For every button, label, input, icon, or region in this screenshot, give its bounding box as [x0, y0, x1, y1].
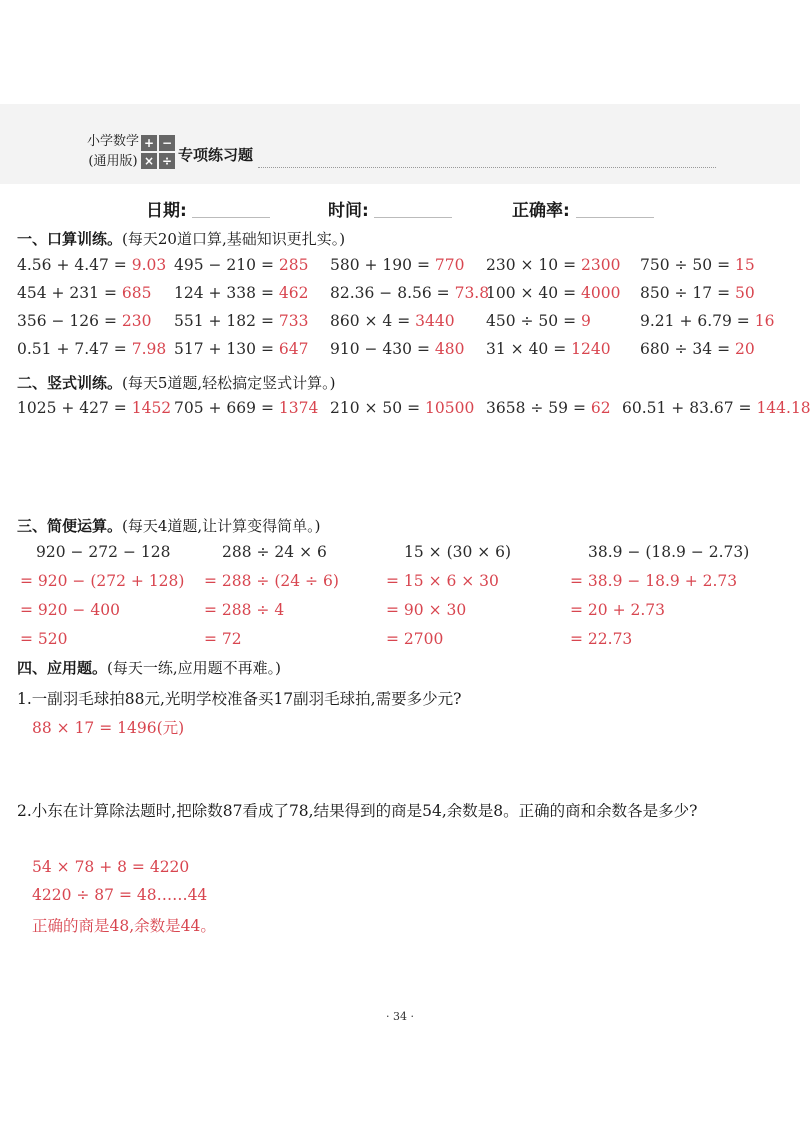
vertical-question: 210 × 50 = [330, 399, 425, 417]
oral-question: 100 × 40 = [486, 284, 581, 302]
oral-answer: 480 [434, 340, 465, 358]
vertical-answer: 144.18 [756, 399, 811, 417]
oral-answer: 1240 [571, 340, 611, 358]
oral-question: 82.36 − 8.56 = [330, 284, 455, 302]
oral-question: 850 ÷ 17 = [640, 284, 735, 302]
vertical-item [174, 399, 318, 417]
oral-item [17, 256, 166, 274]
oral-item [174, 284, 308, 302]
vertical-question: 705 + 669 = [174, 399, 279, 417]
vertical-item [486, 399, 611, 417]
accuracy-field[interactable] [576, 217, 654, 218]
oral-question: 910 − 430 = [330, 340, 435, 358]
oral-question: 517 + 130 = [174, 340, 279, 358]
oral-answer: 685 [121, 284, 152, 302]
oral-item [174, 340, 308, 358]
oral-answer: 16 [754, 312, 775, 330]
simplify-step: = 288 ÷ 4 [204, 601, 285, 619]
oral-item [174, 312, 308, 330]
vertical-answer: 1452 [131, 399, 172, 417]
vertical-item [330, 399, 474, 417]
simplify-step: = 72 [204, 630, 242, 648]
simplify-step: = 2700 [386, 630, 444, 648]
section-simplify-title [17, 515, 321, 536]
brand-line-2: (通用版) [88, 154, 138, 169]
vertical-answer: 62 [590, 399, 611, 417]
oral-item [640, 256, 755, 274]
plus-icon: + [141, 135, 157, 151]
section-note: (每天4道题,让计算变得简单。) [122, 517, 321, 535]
oral-question: 0.51 + 7.47 = [17, 340, 132, 358]
oral-question: 495 − 210 = [174, 256, 279, 274]
oral-question: 4.56 + 4.47 = [17, 256, 132, 274]
oral-question: 31 × 40 = [486, 340, 572, 358]
page-number: · 34 · [386, 1010, 414, 1023]
oral-answer: 73.8 [454, 284, 490, 302]
oral-answer: 50 [735, 284, 755, 302]
oral-answer: 7.98 [131, 340, 167, 358]
simplify-step: = 22.73 [570, 630, 633, 648]
oral-answer: 230 [121, 312, 152, 330]
oral-item [17, 312, 151, 330]
oral-answer: 15 [735, 256, 755, 274]
oral-question: 450 ÷ 50 = [486, 312, 581, 330]
oral-answer: 462 [278, 284, 309, 302]
section-heading: 二、竖式训练。 [17, 374, 123, 392]
simplify-step: = 20 + 2.73 [570, 601, 665, 619]
vertical-answer: 1374 [278, 399, 319, 417]
section-vertical-title [17, 372, 336, 393]
oral-item [640, 312, 774, 330]
section-heading: 四、应用题。 [17, 659, 108, 677]
simplify-problem: 920 − 272 − 128 [36, 543, 171, 561]
oral-question: 551 + 182 = [174, 312, 279, 330]
oral-question: 580 + 190 = [330, 256, 435, 274]
vertical-question: 3658 ÷ 59 = [486, 399, 591, 417]
simplify-step: = 288 ÷ (24 ÷ 6) [204, 572, 339, 590]
oral-item [486, 312, 591, 330]
oral-answer: 20 [735, 340, 755, 358]
oral-question: 860 × 4 = [330, 312, 416, 330]
simplify-step: = 15 × 6 × 30 [386, 572, 499, 590]
oral-question: 454 + 231 = [17, 284, 122, 302]
accuracy-label: 正确率: [512, 201, 570, 221]
section-heading: 三、简便运算。 [17, 517, 123, 535]
time-label: 时间: [328, 201, 369, 221]
word-problem-2: 2.小东在计算除法题时,把除数87看成了78,结果得到的商是54,余数是8。正确的商和余数各是多少? [17, 802, 698, 820]
vertical-question: 1025 + 427 = [17, 399, 132, 417]
oral-item [640, 284, 755, 302]
oral-answer: 9 [581, 312, 591, 330]
oral-item [17, 284, 151, 302]
word-problem-2-answer-2: 4220 ÷ 87 = 48……44 [32, 886, 208, 904]
vertical-item [622, 399, 811, 417]
oral-answer: 647 [278, 340, 309, 358]
oral-question: 680 ÷ 34 = [640, 340, 735, 358]
vertical-answer: 10500 [425, 399, 475, 417]
oral-answer: 285 [278, 256, 309, 274]
section-heading: 一、口算训练。 [17, 230, 123, 248]
page-title: 专项练习题 [178, 146, 254, 164]
oral-item [330, 340, 464, 358]
header-divider [258, 167, 716, 168]
oral-item [330, 256, 464, 274]
vertical-question: 60.51 + 83.67 = [622, 399, 757, 417]
oral-question: 124 + 338 = [174, 284, 279, 302]
section-word-title [17, 657, 281, 678]
section-note: (每天5道题,轻松搞定竖式计算。) [122, 374, 336, 392]
oral-answer: 733 [278, 312, 309, 330]
oral-question: 750 ÷ 50 = [640, 256, 735, 274]
oral-answer: 3440 [415, 312, 455, 330]
oral-item [640, 340, 755, 358]
simplify-problem: 38.9 − (18.9 − 2.73) [588, 543, 750, 561]
simplify-step: = 90 × 30 [386, 601, 467, 619]
math-operations-icon [141, 135, 175, 169]
oral-item [330, 312, 455, 330]
oral-answer: 9.03 [131, 256, 167, 274]
word-problem-1-answer: 88 × 17 = 1496(元) [32, 719, 185, 737]
minus-icon: − [159, 135, 175, 151]
simplify-step: = 520 [20, 630, 68, 648]
times-icon: × [141, 153, 157, 169]
word-problem-2-answer-3: 正确的商是48,余数是44。 [32, 917, 216, 935]
simplify-step: = 38.9 − 18.9 + 2.73 [570, 572, 738, 590]
oral-item [486, 340, 611, 358]
oral-item [486, 284, 620, 302]
simplify-step: = 920 − (272 + 128) [20, 572, 185, 590]
oral-question: 230 × 10 = [486, 256, 581, 274]
word-problem-1: 1.一副羽毛球拍88元,光明学校准备买17副羽毛球拍,需要多少元? [17, 690, 462, 708]
oral-answer: 2300 [581, 256, 621, 274]
vertical-item [17, 399, 171, 417]
oral-item [174, 256, 308, 274]
simplify-problem: 15 × (30 × 6) [404, 543, 512, 561]
simplify-step: = 920 − 400 [20, 601, 120, 619]
date-label: 日期: [146, 201, 187, 221]
oral-answer: 770 [434, 256, 465, 274]
simplify-problem: 288 ÷ 24 × 6 [222, 543, 327, 561]
oral-answer: 4000 [581, 284, 621, 302]
section-oral-title [17, 228, 345, 249]
time-field[interactable] [374, 217, 452, 218]
oral-question: 9.21 + 6.79 = [640, 312, 755, 330]
oral-item [330, 284, 489, 302]
date-field[interactable] [192, 217, 270, 218]
oral-item [486, 256, 620, 274]
section-note: (每天一练,应用题不再难。) [107, 659, 281, 677]
brand-line-1: 小学数学 [86, 134, 139, 149]
divide-icon: ÷ [159, 153, 175, 169]
oral-question: 356 − 126 = [17, 312, 122, 330]
word-problem-2-answer-1: 54 × 78 + 8 = 4220 [32, 858, 190, 876]
oral-item [17, 340, 166, 358]
section-note: (每天20道口算,基础知识更扎实。) [122, 230, 346, 248]
header-brand [78, 132, 148, 172]
